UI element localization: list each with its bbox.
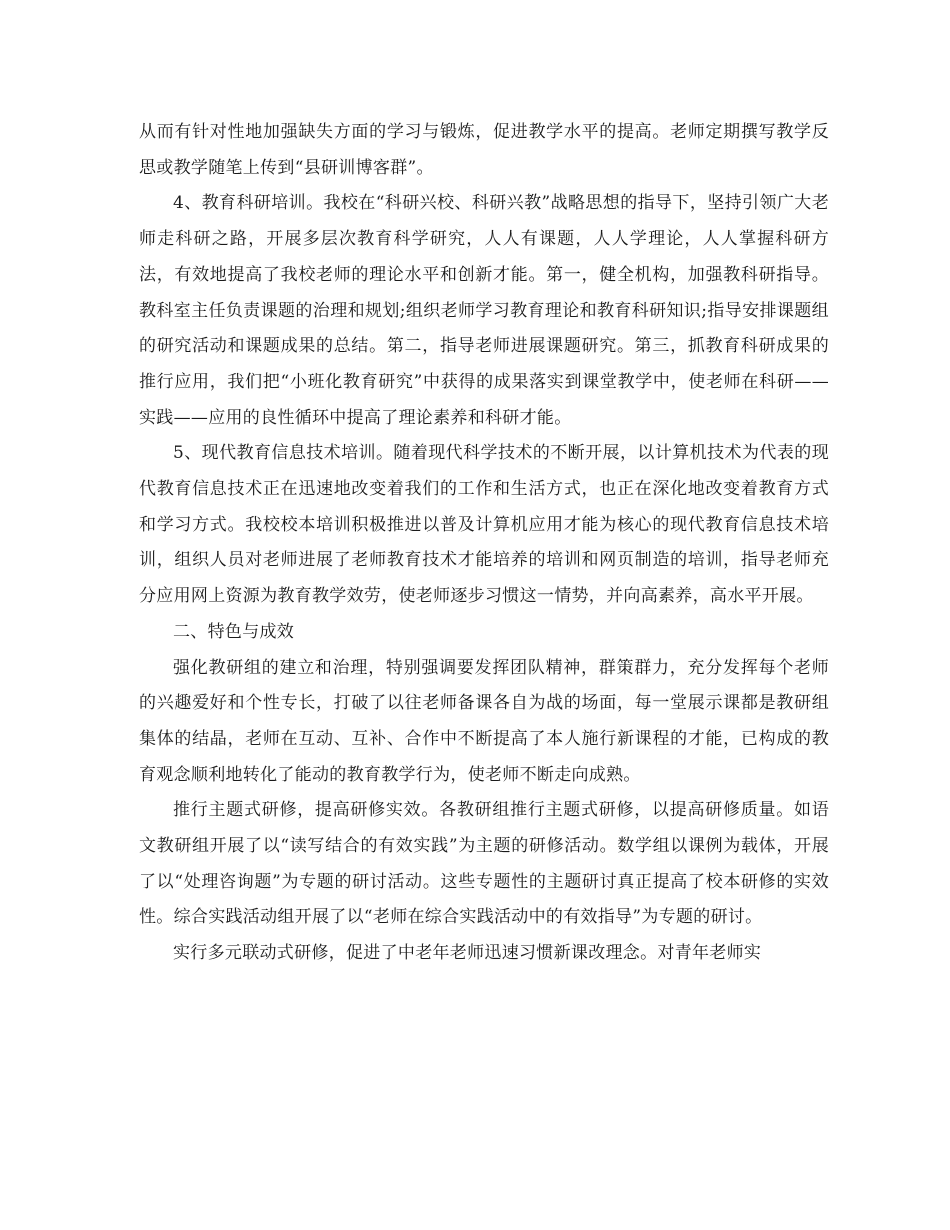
paragraph-team-spirit: 强化教研组的建立和治理，特别强调要发挥团队精神，群策群力，充分发挥每个老师的兴趣爱好和个性专长，打破了以往老师备课各自为战的场面，每一堂展示课都是教研组集体的结晶，老师在互动、互补、合作中不断提高了本人施行新课程的才能，已构成的教育观念顺利地转化了能动的教育教学行为，使老师不断走向成熟。	[139, 657, 829, 785]
paragraph-themed-study: 推行主题式研修，提高研修实效。各教研组推行主题式研修，以提高研修质量。如语文教研组开展了以“读写结合的有效实践”为主题的研修活动。数学组以课例为载体，开展了以“处理咨询题”为专题的研讨活动。这些专题性的主题研讨真正提高了校本研修的实效性。综合实践活动组开展了以“老师在综合实践活动中的有效指导”为专题的研讨。	[139, 800, 829, 928]
document-body	[139, 115, 829, 972]
paragraph-continuation: 从而有针对性地加强缺失方面的学习与锻炼，促进教学水平的提高。老师定期撰写教学反思或教学随笔上传到“县研训博客群”。	[139, 122, 829, 178]
section-heading-features: 二、特色与成效	[173, 621, 295, 642]
paragraph-multi-linkage: 实行多元联动式研修，促进了中老年老师迅速习惯新课改理念。对青年老师实	[173, 943, 762, 964]
paragraph-it-training: 5、现代教育信息技术培训。随着现代科学技术的不断开展，以计算机技术为代表的现代教育信息技术正在迅速地改变着我们的工作和生活方式，也正在深化地改变着教育方式和学习方式。我校校本培训积极推进以普及计算机应用才能为核心的现代教育信息技术培训，组织人员对老师进展了老师教育技术才能培养的培训和网页制造的培训，指导老师充分应用网上资源为教育教学效劳，使老师逐步习惯这一情势，并向高素养，高水平开展。	[139, 443, 829, 607]
paragraph-research-training: 4、教育科研培训。我校在“科研兴校、科研兴教”战略思想的指导下，坚持引领广大老师走科研之路，开展多层次教育科学研究，人人有课题，人人学理论，人人掌握科研方法，有效地提高了我校老师的理论水平和创新才能。第一，健全机构，加强教科研指导。教科室主任负责课题的治理和规划;组织老师学习教育理论和教育科研知识;指导安排课题组的研究活动和课题成果的总结。第二，指导老师进展课题研究。第三，抓教育科研成果的推行应用，我们把“小班化教育研究”中获得的成果落实到课堂教学中，使老师在科研——实践——应用的良性循环中提高了理论素养和科研才能。	[139, 193, 829, 428]
